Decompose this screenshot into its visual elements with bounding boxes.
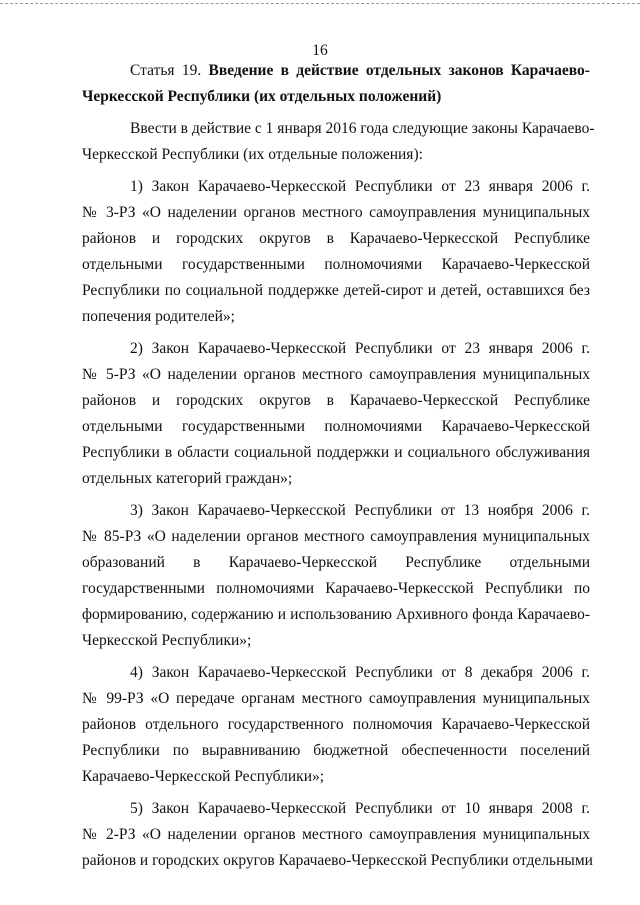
- law-item-3: [82, 498, 590, 654]
- law-line-last: попечения родителей»;: [82, 308, 235, 325]
- law-line: 1) Закон Карачаево-Черкесской Республики от 23 января 2006 г.: [130, 178, 590, 195]
- law-line: районов и городских округов в Карачаево-Черкесской Республике: [82, 230, 590, 247]
- law-line-last: Карачаево-Черкесской Республики»;: [82, 768, 325, 785]
- document-body: [82, 58, 595, 880]
- law-line-last: Черкесской Республики»;: [82, 632, 252, 649]
- law-line: № 2-РЗ «О наделении органов местного самоуправления муниципальных: [82, 826, 590, 843]
- law-line: 2) Закон Карачаево-Черкесской Республики от 23 января 2006 г.: [130, 340, 590, 357]
- article-title-continuation: Черкесской Республики (их отдельных положений): [82, 88, 442, 105]
- law-line: отдельными государственными полномочиями Карачаево-Черкесской: [82, 256, 590, 273]
- law-line: № 3-РЗ «О наделении органов местного самоуправления муниципальных: [82, 204, 590, 221]
- article-heading: [82, 58, 590, 110]
- intro-line: Ввести в действие с 1 января 2016 года следующие законы Карачаево-: [130, 120, 595, 137]
- law-line: 4) Закон Карачаево-Черкесской Республики от 8 декабря 2006 г.: [130, 664, 590, 681]
- article-number: Статья 19.: [130, 62, 202, 79]
- law-line: районов и городских округов в Карачаево-Черкесской Республике: [82, 392, 590, 409]
- intro-paragraph: [82, 116, 595, 168]
- law-line: 3) Закон Карачаево-Черкесской Республики от 13 ноября 2006 г.: [130, 502, 590, 519]
- article-title-part: Введение в действие отдельных законов Карачаево-: [208, 62, 590, 79]
- law-line: государственными полномочиями Карачаево-Черкесской Республики по: [82, 580, 590, 597]
- law-item-5: [82, 796, 593, 874]
- law-item-4: [82, 660, 590, 790]
- law-line: Республики по социальной поддержке детей-сирот и детей, оставшихся без: [82, 282, 590, 299]
- page-number: 16: [312, 42, 328, 59]
- law-line: № 5-РЗ «О наделении органов местного самоуправления муниципальных: [82, 366, 590, 383]
- law-line: Республики по выравниванию бюджетной обеспеченности поселений: [82, 742, 590, 759]
- law-line: районов отдельного государственного полномочия Карачаево-Черкесской: [82, 716, 590, 733]
- law-line: отдельными государственными полномочиями Карачаево-Черкесской: [82, 418, 590, 435]
- law-item-2: [82, 336, 590, 492]
- law-line-last: отдельных категорий граждан»;: [82, 470, 293, 487]
- law-line: образований в Карачаево-Черкесской Республике отдельными: [82, 554, 590, 571]
- law-line: 5) Закон Карачаево-Черкесской Республики от 10 января 2008 г.: [130, 800, 590, 817]
- top-scan-edge: [0, 3, 640, 4]
- law-line: № 85-РЗ «О наделении органов местного самоуправления муниципальных: [82, 528, 590, 545]
- law-line: Республики в области социальной поддержки и социального обслуживания: [82, 444, 590, 461]
- article-heading-line: [82, 58, 590, 84]
- intro-line: Черкесской Республики (их отдельные положения):: [82, 146, 423, 163]
- law-item-1: [82, 174, 590, 330]
- law-line: формированию, содержанию и использованию Архивного фонда Карачаево-: [82, 606, 590, 623]
- law-line: № 99-РЗ «О передаче органам местного самоуправления муниципальных: [82, 690, 590, 707]
- law-line: районов и городских округов Карачаево-Черкесской Республики отдельными: [82, 852, 593, 869]
